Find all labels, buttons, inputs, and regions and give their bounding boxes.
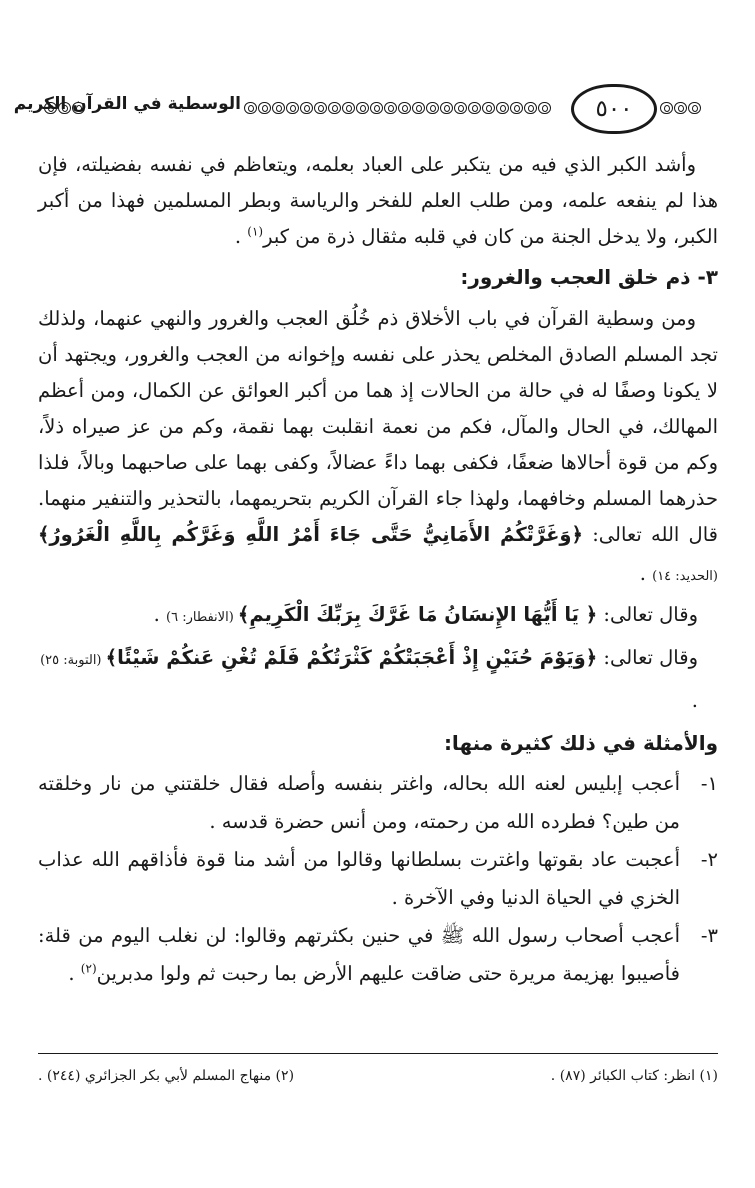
ornament-cell xyxy=(342,102,355,114)
list-item-text: أعجب أصحاب رسول الله ﷺ في حنين بكثرتهم وقالوا: لن نغلب اليوم من قلة: فأصيبوا بهزيمة مريرة حتى ضاقت عليهم الأرض بما رحبت ثم ولوا مدبرين$^{(٢)}$ . xyxy=(38,924,680,985)
footnotes xyxy=(38,1068,718,1084)
ornament-cell xyxy=(328,102,341,114)
ornament-cell xyxy=(286,102,299,114)
ornament-cell xyxy=(482,102,495,114)
list-item-number: ٢- xyxy=(700,848,718,871)
ornament-cell xyxy=(524,102,537,114)
body-text xyxy=(38,147,718,993)
ornament-cell xyxy=(440,102,453,114)
page-number: ٥٠٠ xyxy=(571,84,657,134)
ornament-cell xyxy=(272,102,285,114)
list-item-text: أعجب إبليس لعنه الله بحاله، واغتر بنفسه وأصله فقال خلقتني من نار وخلقته من طين؟ فطرده الله من رحمته، ومن أنس حضرة قدسه . xyxy=(38,772,680,833)
footnote-divider xyxy=(38,1053,718,1054)
quran-verse-1: ﴿وَغَرَّتْكُمُ الأَمَانِيُّ حَتَّى جَاءَ أَمْرُ اللَّهِ وَغَرَّكُم بِاللَّهِ الْغَرُورُ﴾ xyxy=(38,523,583,546)
list-item xyxy=(38,765,718,841)
footnote-2: (٢) منهاج المسلم لأبي بكر الجزائري (٢٤٤) . xyxy=(38,1068,295,1084)
ornament-cell xyxy=(496,102,509,114)
ornament-cell xyxy=(468,102,481,114)
ornament-cell xyxy=(370,102,383,114)
ornament-cell xyxy=(300,102,313,114)
verse-line-3: وقال تعالى: ﴿وَيَوْمَ حُنَيْنٍ إِذْ أَعْجَبَتْكُمْ كَثْرَتُكُمْ فَلَمْ تُغْنِ عَنكُمْ شَيْئًا﴾ (التوبة: ٢٥) . xyxy=(40,646,698,712)
ornament-cell xyxy=(454,102,467,114)
footnote-ref-2: (٢) xyxy=(80,961,97,976)
header-ornament-middle xyxy=(244,102,551,116)
list-item-number: ٣- xyxy=(700,924,718,947)
ornament-cell xyxy=(510,102,523,114)
list-item-text: أعجبت عاد بقوتها واغترت بسلطانها وقالوا من أشد منا قوة فأذاقهم الله عذاب الخزي في الحياة الدنيا وفي الآخرة . xyxy=(38,848,680,909)
page-header xyxy=(13,80,718,140)
ornament-cell xyxy=(258,102,271,114)
verse-line-2: وقال تعالى: ﴿ يَا أَيُّهَا الإِنسَانُ مَا غَرَّكَ بِرَبِّكَ الْكَرِيمِ﴾ (الانفطار: ٦) . xyxy=(153,603,698,626)
list-item-number: ١- xyxy=(700,772,718,795)
footnote-ref-1: (١) xyxy=(247,224,264,239)
list-item xyxy=(38,917,718,993)
ornament-cell xyxy=(356,102,369,114)
list-item xyxy=(38,841,718,917)
verse-reference-3: (التوبة: ٢٥) xyxy=(40,653,106,668)
paragraph-2: ومن وسطية القرآن في باب الأخلاق ذم خُلُق العجب والغرور والنهي عنهما، ولذلك تجد المسلم الصادق المخلص يحذر على نفسه وإخوانه من العجب والغرور، ويجتهد أن لا يكونا وصفًا له في حالة من الحالات إذ هما من أكبر العوائق عن الكمال، ومن أعظم المهالك، في الحال والمآل، فكم من نعمة انقلبت بهما نقمة، وكم من عز صيراه ذلاً، وكم من قوة أحالاها ضعفًا، فكفى بهما داءً عضالاً، وكفى بهما على صاحبهما وبالاً، فلذا حذرهما المسلم وخافهما، ولهذا جاء القرآن الكريم بتحريمهما، بالتحذير والتنفير منهما. قال الله تعالى: ﴿وَغَرَّتْكُمُ الأَمَانِيُّ حَتَّى جَاءَ أَمْرُ اللَّهِ وَغَرَّكُم بِاللَّهِ الْغَرُورُ﴾ (الحديد: ١٤) . xyxy=(38,307,718,585)
ornament-cell xyxy=(538,102,551,114)
quran-verse-3: ﴿وَيَوْمَ حُنَيْنٍ إِذْ أَعْجَبَتْكُمْ كَثْرَتُكُمْ فَلَمْ تُغْنِ عَنكُمْ شَيْئًا﴾ xyxy=(105,646,598,669)
ornament-cell xyxy=(398,102,411,114)
ornament-cell xyxy=(384,102,397,114)
ornament-cell xyxy=(412,102,425,114)
verse-reference-1: (الحديد: ١٤) xyxy=(652,569,718,584)
ornament-cell xyxy=(244,102,257,114)
examples-heading: والأمثلة في ذلك كثيرة منها: xyxy=(443,731,718,755)
verse-reference-2: (الانفطار: ٦) xyxy=(166,610,238,625)
book-title: الوسطية في القرآن الكريم xyxy=(13,94,241,114)
paragraph-1: وأشد الكبر الذي فيه من يتكبر على العباد بعلمه، ويتعاظم في نفسه بفضيلته، فإن هذا لم ينفعه علمه، ومن طلب العلم للفخر والرياسة وبطر المسلمين فهذا من أكبر الكبر، ولا يدخل الجنة من كان في قلبه مثقال ذرة من كبر$^{(١)}$ . xyxy=(38,153,718,248)
footnote-1: (١) انظر: كتاب الكبائر (٨٧) . xyxy=(550,1068,718,1084)
header-ornament-right xyxy=(660,102,701,116)
quran-verse-2: ﴿ يَا أَيُّهَا الإِنسَانُ مَا غَرَّكَ بِرَبِّكَ الْكَرِيمِ﴾ xyxy=(237,603,598,626)
section-heading: ٣- ذم خلق العجب والغرور: xyxy=(460,265,718,289)
ornament-cell xyxy=(426,102,439,114)
ornament-cell xyxy=(314,102,327,114)
